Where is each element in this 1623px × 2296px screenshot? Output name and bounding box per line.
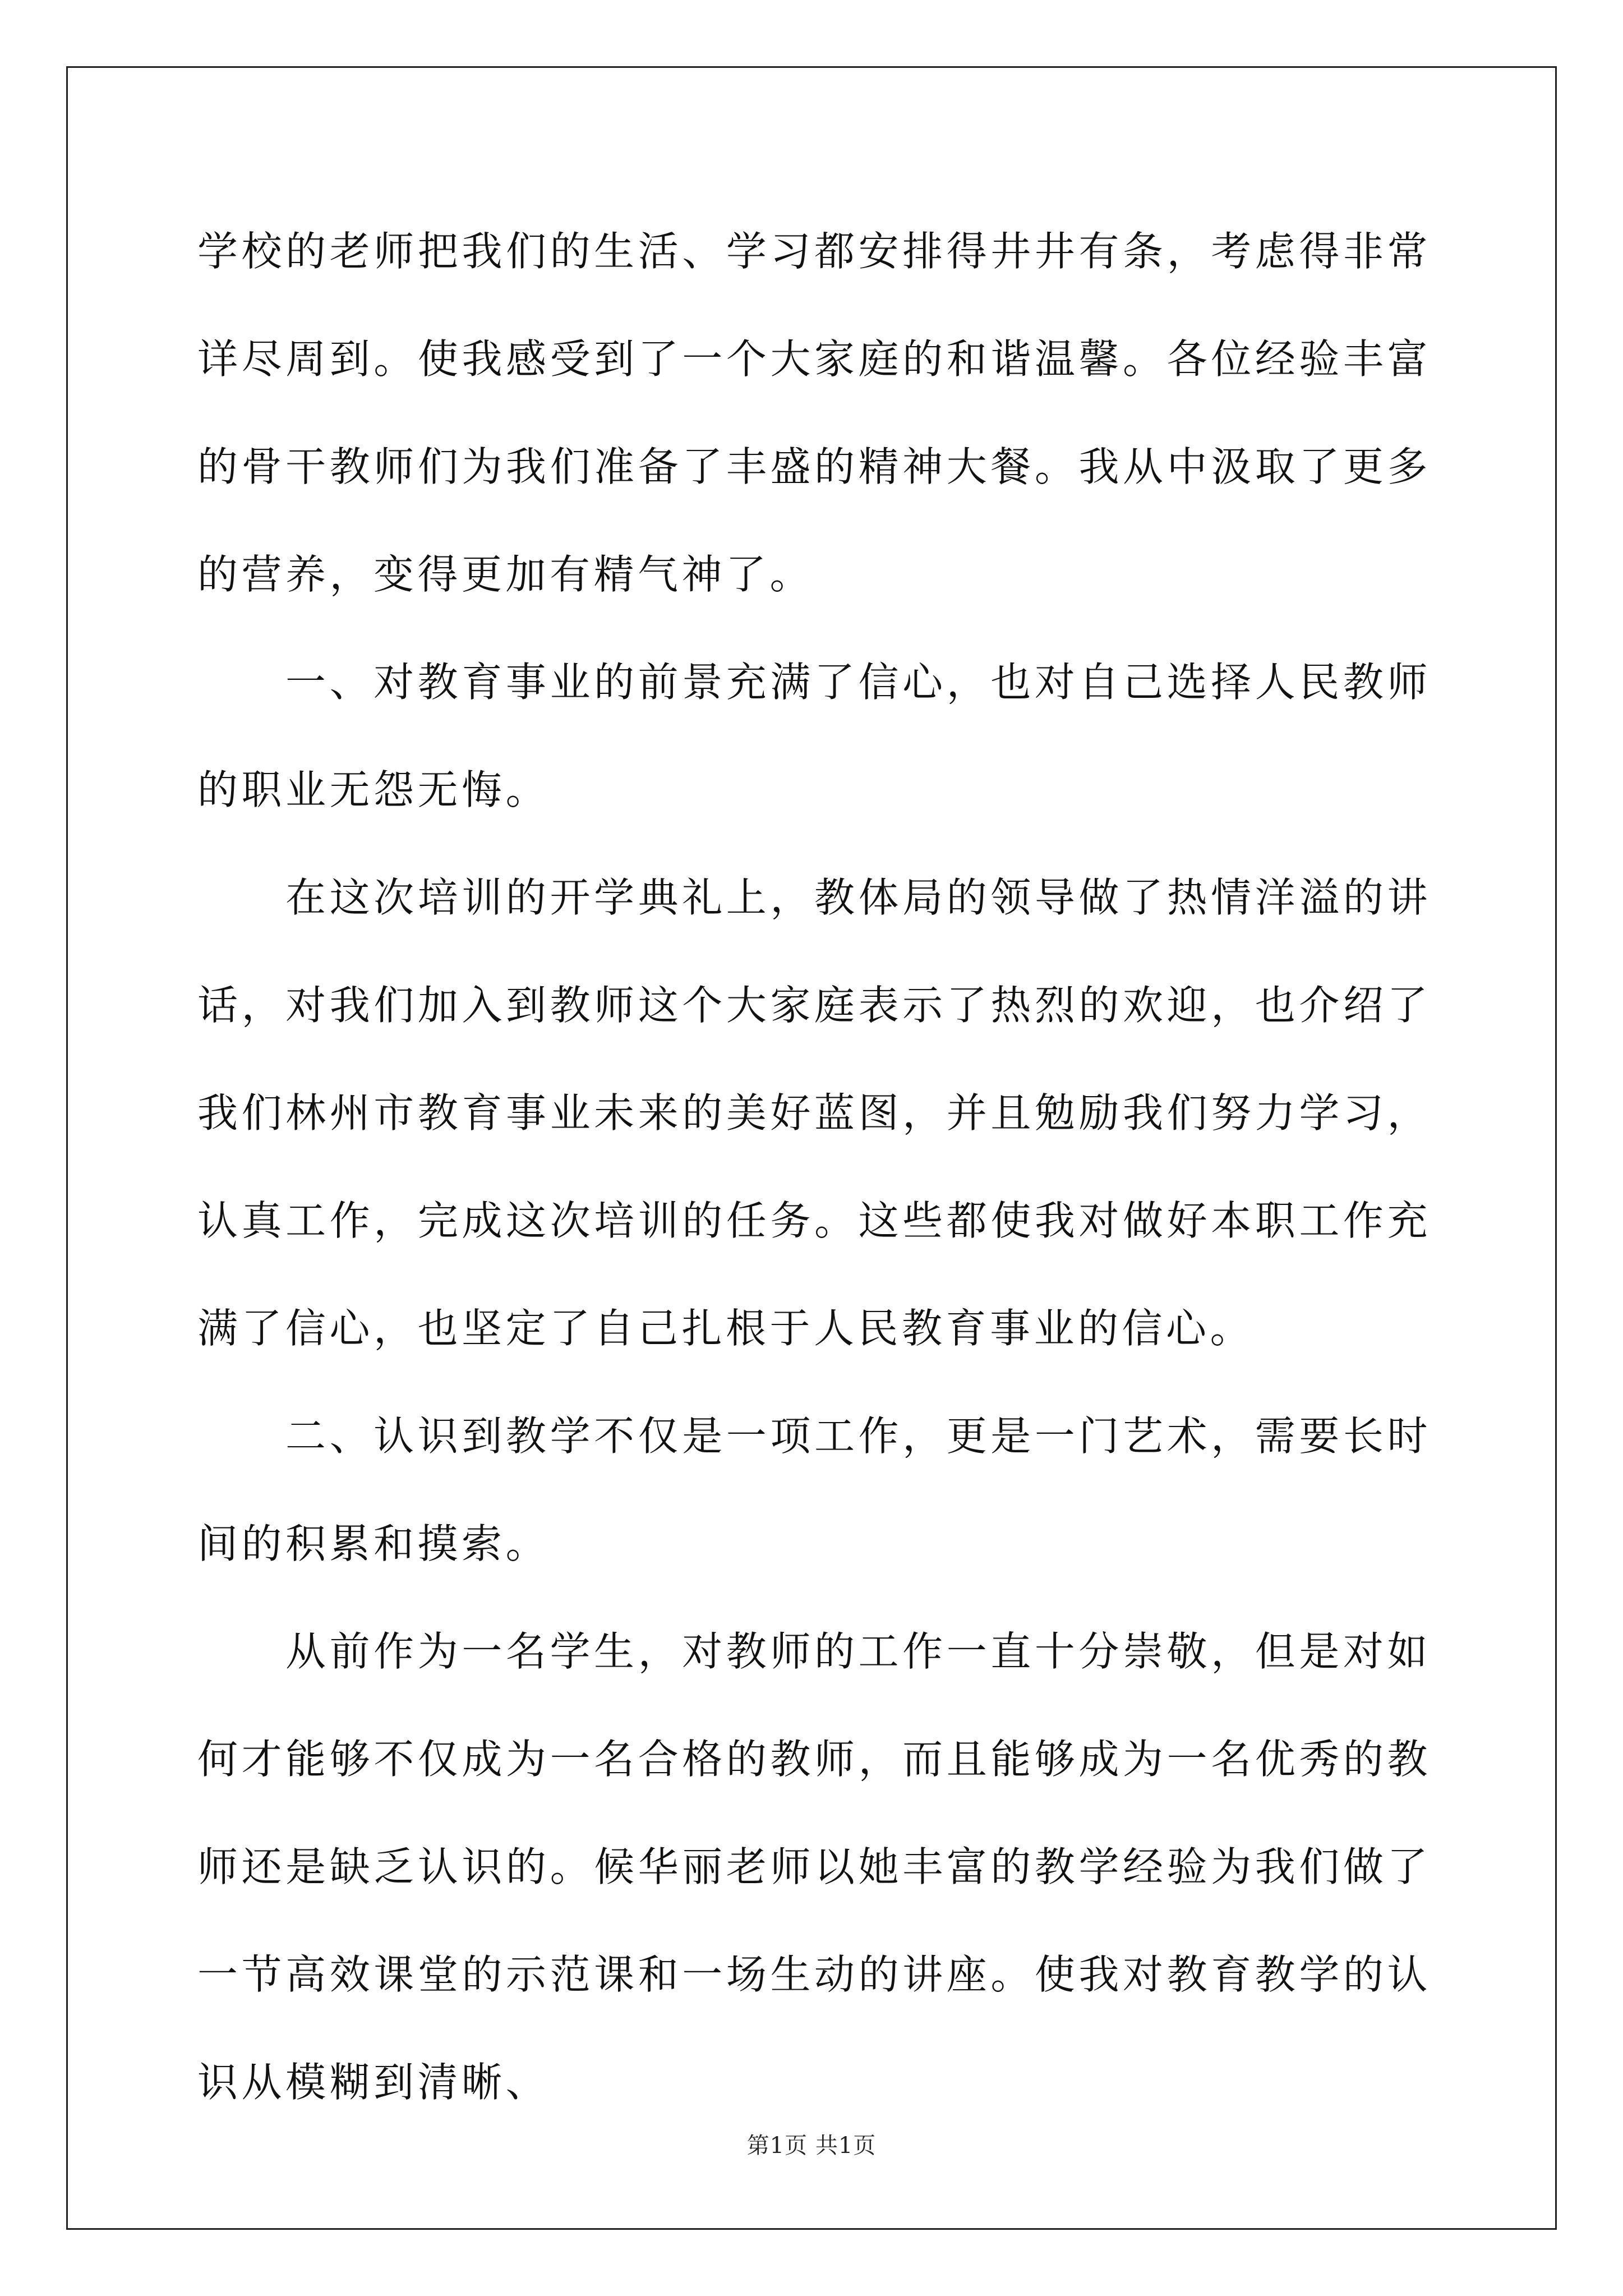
paragraph-3: 在这次培训的开学典礼上，教体局的领导做了热情洋溢的讲话，对我们加入到教师这个大家庭表示了热烈的欢迎，也介绍了我们林州市教育事业未来的美好蓝图，并且勉励我们努力学习，认真工作，完成这次培训的任务。这些都使我对做好本职工作充满了信心，也坚定了自己扎根于人民教育事业的信心。 [197, 874, 1431, 1352]
paragraph-2: 一、对教育事业的前景充满了信心，也对自己选择人民教师的职业无怨无悔。 [197, 659, 1431, 813]
document-body [197, 197, 1431, 2136]
paragraph-1: 学校的老师把我们的生活、学习都安排得井井有条，考虑得非常详尽周到。使我感受到了一个大家庭的和谐温馨。各位经验丰富的骨干教师们为我们准备了丰盛的精神大餐。我从中汲取了更多的营养，变得更加有精气神了。 [197, 228, 1431, 598]
paragraph-4: 二、认识到教学不仅是一项工作，更是一门艺术，需要长时间的积累和摸索。 [197, 1412, 1431, 1567]
paragraph-5: 从前作为一名学生，对教师的工作一直十分崇敬，但是对如何才能够不仅成为一名合格的教师，而且能够成为一名优秀的教师还是缺乏认识的。候华丽老师以她丰富的教学经验为我们做了一节高效课堂的示范课和一场生动的讲座。使我对教育教学的认识从模糊到清晰、 [197, 1628, 1431, 2106]
page-number-footer: 第1页 共1页 [746, 2133, 877, 2159]
